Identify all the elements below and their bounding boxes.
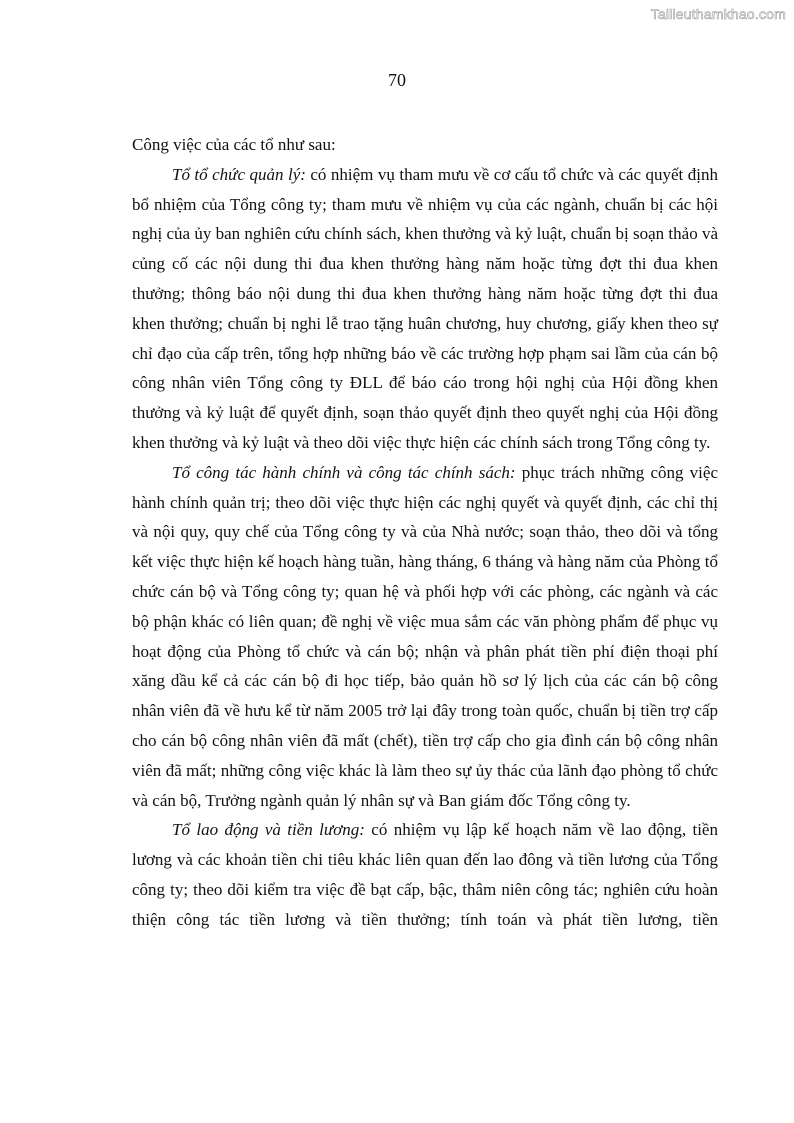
- section-body: phục trách những công việc hành chính quản trị; theo dõi việc thực hiện các nghị quyết và quyết định, các chỉ thị và nội quy, quy chế của Tổng công ty và của Nhà nước; soạn thảo, theo dõi và tổng kết việc thực hiện kế hoạch hàng tuần, hàng tháng, 6 tháng và hàng năm của Phòng tổ chức cán bộ và Tổng công ty; quan hệ và phối hợp với các phòng, các ngành và các bộ phận khác có liên quan; đề nghị về việc mua sắm các văn phòng phẩm để phục vụ hoạt động của Phòng tổ chức và cán bộ; nhận và phân phát tiền phí điện thoại phí xăng dầu kể cả các cán bộ đi học tiếp, bảo quản hồ sơ lý lịch của các cán bộ công nhân viên đã về hưu kể từ năm 2005 trở lại đây trong toàn quốc, chuẩn bị tiền trợ cấp cho cán bộ công nhân viên đã mất (chết), tiền trợ cấp cho gia đình cán bộ công nhân viên đã mất; những công việc khác là làm theo sự ủy thác của lãnh đạo phòng tổ chức và cán bộ, Trưởng ngành quản lý nhân sự và Ban giám đốc Tổng công ty.: [132, 462, 718, 810]
- section-body: có nhiệm vụ lập kế hoạch năm về lao động, tiền lương và các khoản tiền chi tiêu khác liên quan đến lao đông và tiền lương của Tổng công ty; theo dõi kiểm tra việc đề bạt cấp, bậc, thâm niên công tác; nghiên cứu hoàn thiện công tác tiền lương và tiền thưởng; tính toán và phát tiền lương, tiền: [132, 820, 718, 929]
- section-to-chuc-quan-ly: [132, 160, 718, 458]
- section-title: Tổ lao động và tiền lương:: [172, 820, 365, 840]
- document-body: [132, 130, 718, 935]
- page-number: 70: [388, 70, 406, 90]
- watermark-text: Tailieuthamkhao.com: [650, 6, 786, 22]
- section-title: Tổ tổ chức quản lý:: [172, 164, 306, 184]
- section-body: có nhiệm vụ tham mưu về cơ cấu tổ chức và các quyết định bổ nhiệm của Tổng công ty; tham mưu về nhiệm vụ của các ngành, chuẩn bị các hội nghị của ủy ban nghiên cứu chính sách, khen thưởng và kỷ luật, chuẩn bị soạn thảo và củng cố các nội dung thi đua khen thưởng hàng năm hoặc từng đợt thi đua khen thưởng; thông báo nội dung thi đua khen thưởng hàng năm hoặc từng đợt thi đua khen thưởng; chuẩn bị nghi lễ trao tặng huân chương, huy chương, giấy khen theo sự chỉ đạo của cấp trên, tổng hợp những báo về các trường hợp phạm sai lầm của cán bộ công nhân viên Tổng công ty ĐLL để báo cáo trong hội nghị của Hội đồng khen thưởng và kỷ luật để quyết định, soạn thảo quyết định theo quyết nghị của Hội đồng khen thưởng và kỷ luật và theo dõi việc thực hiện các chính sách trong Tổng công ty.: [132, 164, 718, 452]
- section-hanh-chinh-chinh-sach: [132, 458, 718, 816]
- section-title: Tổ công tác hành chính và công tác chính sách:: [172, 462, 516, 482]
- intro-line: Công việc của các tổ như sau:: [132, 135, 336, 154]
- section-lao-dong-tien-luong: [132, 815, 718, 934]
